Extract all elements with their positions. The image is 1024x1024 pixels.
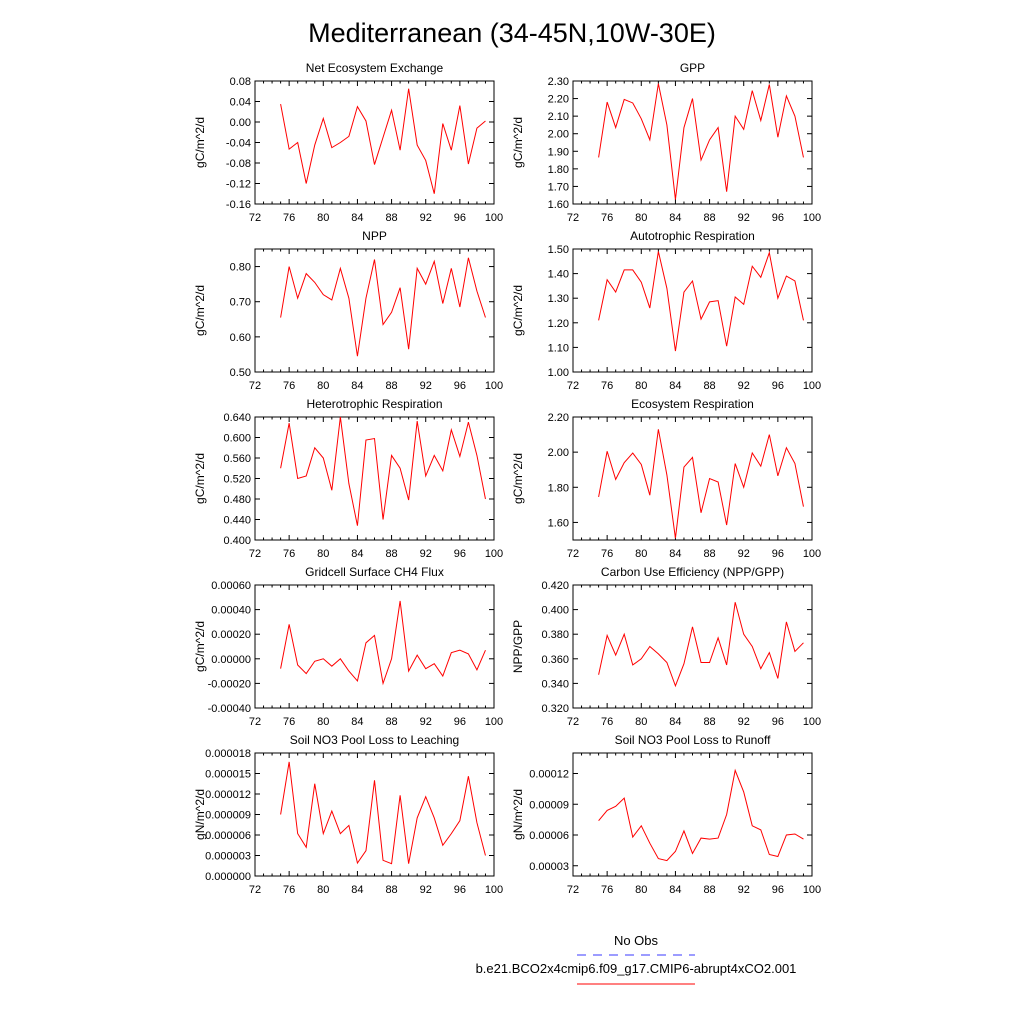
panel-title: GPP [679,61,706,75]
x-tick-label: 84 [351,380,364,392]
panel-title: NPP [362,229,387,243]
y-tick-label: 1.60 [547,199,569,211]
y-tick-label: 1.50 [547,244,569,256]
y-tick-label: 0.600 [223,432,251,445]
y-tick-label: -0.00020 [207,678,251,691]
x-tick-label: 76 [601,380,614,392]
x-tick-label: 80 [317,884,330,896]
y-tick-label: 1.00 [547,367,569,379]
x-tick-label: 96 [453,548,466,560]
x-tick-label: 100 [484,548,504,560]
y-tick-label: 0.00020 [211,629,251,642]
x-tick-label: 80 [635,548,648,560]
x-tick-label: 76 [601,716,614,728]
x-tick-label: 76 [283,380,296,392]
x-tick-label: 72 [566,548,580,560]
x-tick-label: 80 [317,716,330,728]
x-tick-label: 92 [737,884,750,896]
x-tick-label: 84 [669,548,682,560]
x-tick-label: 100 [802,548,822,560]
x-tick-label: 84 [669,212,682,224]
panel-title: Net Ecosystem Exchange [305,61,444,75]
y-tick-label: 0.520 [223,473,251,486]
x-tick-label: 72 [248,716,262,728]
y-tick-label: -0.04 [225,137,251,150]
x-tick-label: 76 [601,212,614,224]
y-tick-label: 0.70 [229,296,251,309]
x-tick-label: 84 [351,548,364,560]
y-tick-label: 2.10 [547,111,569,124]
y-tick-label: 0.400 [223,535,251,547]
y-tick-label: 0.00040 [211,604,251,617]
y-tick-label: -0.00040 [207,703,251,715]
y-tick-label: 0.00 [229,117,251,129]
y-tick-label: 0.560 [223,453,251,465]
x-tick-label: 96 [771,716,784,728]
x-tick-label: 84 [669,716,682,728]
x-tick-label: 80 [317,380,330,392]
y-tick-label: 2.20 [547,412,569,424]
y-tick-label: 1.30 [547,293,569,306]
x-tick-label: 88 [703,716,716,728]
y-axis-label: gC/m^2/d [193,621,207,672]
x-tick-label: 76 [283,884,296,896]
y-axis-label: gC/m^2/d [511,453,525,504]
x-tick-label: 72 [566,212,580,224]
y-tick-label: 2.00 [547,447,569,460]
y-tick-label: 1.20 [547,317,569,330]
x-tick-label: 80 [635,212,648,224]
y-tick-label: 0.000012 [205,789,251,801]
x-tick-label: 100 [802,212,822,224]
x-tick-label: 96 [453,716,466,728]
x-tick-label: 84 [351,884,364,896]
panel-title: Heterotrophic Respiration [306,397,443,411]
y-tick-label: 0.60 [229,331,251,344]
y-tick-label: 0.000009 [205,809,251,822]
y-tick-label: 0.00000 [211,653,251,666]
y-tick-label: 0.000000 [205,871,251,883]
y-tick-label: 1.70 [547,181,569,194]
x-tick-label: 88 [703,884,716,896]
y-tick-label: 0.00012 [529,768,569,781]
y-tick-label: 0.00006 [529,830,569,842]
y-tick-label: 0.400 [541,604,569,617]
y-tick-label: 0.80 [229,261,251,274]
x-tick-label: 80 [317,212,330,224]
y-tick-label: 0.00060 [211,580,251,592]
y-axis-label: gN/m^2/d [511,789,525,840]
x-tick-label: 92 [737,716,750,728]
y-tick-label: 0.00003 [529,860,569,873]
y-tick-label: 0.000006 [205,830,251,842]
y-tick-label: 0.360 [541,653,569,666]
y-tick-label: 0.000003 [205,850,251,863]
x-tick-label: 100 [802,884,822,896]
x-tick-label: 88 [385,380,398,392]
panel-title: Gridcell Surface CH4 Flux [305,565,444,579]
x-tick-label: 72 [566,716,580,728]
x-tick-label: 84 [351,716,364,728]
x-tick-label: 92 [737,380,750,392]
x-tick-label: 92 [737,548,750,560]
y-axis-label: gC/m^2/d [193,285,207,336]
x-tick-label: 76 [283,548,296,560]
y-tick-label: 0.000018 [205,748,251,760]
legend-label-obs: No Obs [613,933,659,948]
x-tick-label: 76 [601,548,614,560]
y-tick-label: 0.08 [229,76,251,88]
y-tick-label: 1.10 [547,342,569,355]
panel-title: Soil NO3 Pool Loss to Leaching [289,733,460,747]
x-tick-label: 88 [703,380,716,392]
x-tick-label: 92 [419,212,432,224]
y-tick-label: 1.60 [547,517,569,530]
y-axis-label: gC/m^2/d [193,117,207,168]
y-tick-label: 1.80 [547,163,569,176]
x-tick-label: 80 [317,548,330,560]
y-tick-label: 1.80 [547,482,569,495]
x-tick-label: 92 [419,548,432,560]
x-tick-label: 88 [703,548,716,560]
x-tick-label: 88 [385,548,398,560]
y-tick-label: 1.40 [547,268,569,281]
x-tick-label: 80 [635,884,648,896]
y-tick-label: 0.50 [229,367,251,379]
y-axis-label: NPP/GPP [511,619,525,674]
y-tick-label: 0.340 [541,678,569,691]
x-tick-label: 92 [419,884,432,896]
x-tick-label: 76 [283,212,296,224]
x-tick-label: 100 [484,380,504,392]
x-tick-label: 72 [248,548,262,560]
y-tick-label: -0.16 [225,199,251,211]
x-tick-label: 100 [484,212,504,224]
y-axis-label: gN/m^2/d [193,789,207,840]
figure-title: Mediterranean (34-45N,10W-30E) [308,18,716,48]
y-tick-label: -0.08 [225,158,251,170]
y-tick-label: 0.380 [541,629,569,642]
y-tick-label: 2.00 [547,128,569,141]
x-tick-label: 72 [566,884,580,896]
x-tick-label: 76 [283,716,296,728]
x-tick-label: 88 [385,212,398,224]
x-tick-label: 88 [385,716,398,728]
x-tick-label: 100 [484,884,504,896]
x-tick-label: 92 [737,212,750,224]
x-tick-label: 100 [802,716,822,728]
x-tick-label: 84 [669,884,682,896]
x-tick-label: 96 [453,212,466,224]
y-axis-label: gC/m^2/d [511,285,525,336]
x-tick-label: 96 [771,380,784,392]
x-tick-label: 84 [669,380,682,392]
panel-title: Ecosystem Respiration [631,397,754,411]
y-tick-label: 0.420 [541,580,569,592]
y-tick-label: 0.00009 [529,799,569,812]
panel-title: Autotrophic Respiration [630,229,755,243]
y-tick-label: 1.90 [547,146,569,159]
x-tick-label: 72 [566,380,580,392]
y-axis-label: gC/m^2/d [511,117,525,168]
x-tick-label: 72 [248,884,262,896]
x-tick-label: 96 [771,548,784,560]
x-tick-label: 92 [419,716,432,728]
y-tick-label: 0.320 [541,703,569,715]
x-tick-label: 84 [351,212,364,224]
y-tick-label: 0.04 [229,96,251,109]
y-tick-label: 0.000015 [205,768,251,781]
y-tick-label: 0.480 [223,494,251,506]
y-tick-label: 2.20 [547,93,569,106]
x-tick-label: 80 [635,716,648,728]
panel-title: Carbon Use Efficiency (NPP/GPP) [600,565,785,579]
x-tick-label: 72 [248,212,262,224]
panel-title: Soil NO3 Pool Loss to Runoff [614,733,771,747]
y-tick-label: -0.12 [225,178,251,191]
y-tick-label: 0.640 [223,412,251,424]
x-tick-label: 96 [453,884,466,896]
x-tick-label: 92 [419,380,432,392]
x-tick-label: 88 [385,884,398,896]
x-tick-label: 100 [484,716,504,728]
y-tick-label: 0.440 [223,514,251,527]
x-tick-label: 96 [453,380,466,392]
x-tick-label: 76 [601,884,614,896]
x-tick-label: 80 [635,380,648,392]
x-tick-label: 96 [771,884,784,896]
y-tick-label: 2.30 [547,76,569,88]
x-tick-label: 88 [703,212,716,224]
x-tick-label: 100 [802,380,822,392]
legend-label-model: b.e21.BCO2x4cmip6.f09_g17.CMIP6-abrupt4xCO2.001 [475,961,797,976]
x-tick-label: 72 [248,380,262,392]
y-axis-label: gC/m^2/d [193,453,207,504]
x-tick-label: 96 [771,212,784,224]
